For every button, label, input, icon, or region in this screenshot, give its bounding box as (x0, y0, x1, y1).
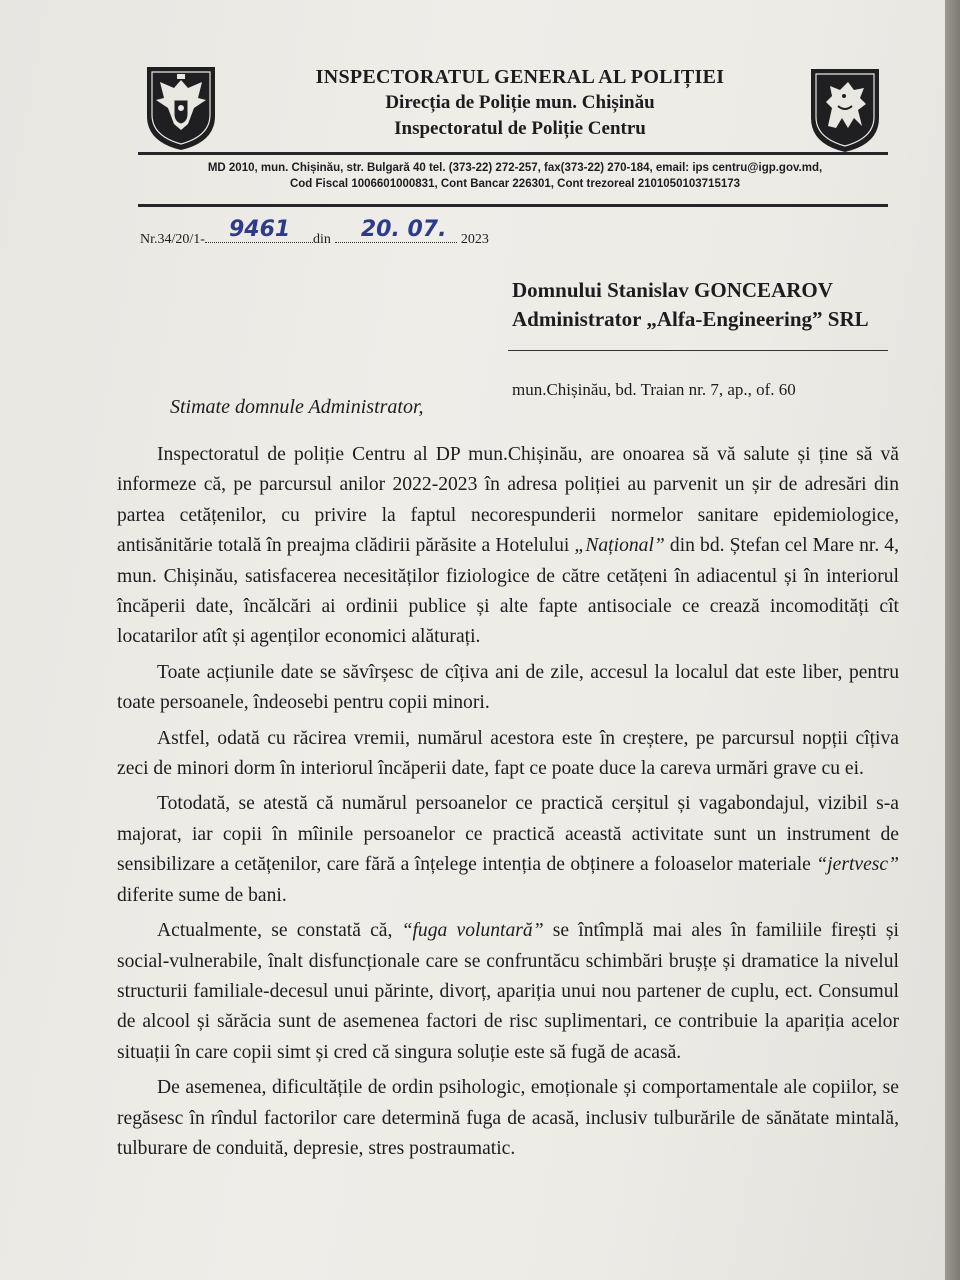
inspectorate-name: Inspectoratul de Poliție Centru (394, 118, 646, 139)
reference-line (140, 217, 489, 248)
fiscal-bank-line: Cod Fiscal 1006601000831, Cont Bancar 226301, Cont trezoreal 2101050103715173 (289, 178, 741, 190)
paragraph-3: Astfel, odată cu răcirea vremii, numărul acestora este în creștere, pe parcursul nopții cîțiva zeci de minori dorm în interiorul încăperii date, fapt ce poate duce la careva urmări grave cu ei. (117, 727, 899, 780)
paragraph-2: Toate acțiunile date se săvîrșesc de cîțiva ani de zile, accesul la localul dat este liber, pentru toate persoanele, îndeosebi pentru copii minori. (117, 661, 899, 714)
hotel-name: „Național” (574, 535, 665, 557)
quoted-term-fuga-voluntara: “fuga voluntară” (401, 920, 544, 942)
letterhead-divider-bottom (138, 204, 888, 207)
paragraph-5: Actualmente, se constată că, “fuga voluntară” se întîmplă mai ales în familiile firești și social-vulnerabile, înalt disfuncționale care se confruntăcu schimbări brușțe și dramatice la nivelul structurii familiale-decesul unui părinte, divorț, apariția unui nou partener de cuplu, ect. Consumul de alcool și sărăcia sunt de asemenea factori de risc suplimentari, ce contribuie la apariția acelor situații în care copii simt și cred că singura soluție este să fugă de acasă. (117, 920, 899, 1063)
police-lion-emblem-icon (808, 66, 882, 154)
contact-address-line: MD 2010, mun. Chișinău, str. Bulgară 40 tel. (373-22) 272-257, fax(373-22) 270-184, email: ips centru@igp.gov.md, (207, 162, 823, 174)
letterhead-divider-top (138, 152, 888, 155)
recipient-name: Domnului Stanislav GONCEAROV (512, 278, 833, 302)
paragraph-6: De asemenea, dificultățile de ordin psihologic, emoționale și comportamentale ale copiilor, se regăsesc în rîndul factorilor care determină fuga de acasă, inclusiv tulburările de sănătate mintală, tulburare de conduită, depresie, stres postraumatic. (117, 1077, 899, 1159)
institution-name: INSPECTORATUL GENERAL AL POLIȚIEI (315, 66, 725, 88)
quoted-term-jertvesc: “jertvesc” (816, 854, 899, 876)
recipient-title: Administrator „Alfa-Engineering” SRL (512, 307, 869, 331)
national-coat-of-arms-icon (144, 64, 218, 152)
recipient-address: mun.Chișinău, bd. Traian nr. 7, ap., of. 60 (512, 380, 796, 399)
reference-number-field (205, 217, 313, 243)
recipient-divider (508, 350, 888, 351)
reference-date-field (335, 217, 457, 243)
reference-from-label: din (312, 232, 331, 247)
directorate-name: Direcția de Poliție mun. Chișinău (385, 92, 655, 113)
reference-number-handwritten: 9461 (228, 217, 291, 242)
page-edge-shadow (945, 0, 960, 1280)
reference-prefix: Nr.34/20/1- (140, 232, 205, 247)
paragraph-1: Inspectoratul de poliție Centru al DP mun.Chișinău, are onoarea să vă salute și ține să vă informeze că, pe parcursul anilor 2022-2023 în adresa poliției au parvenit un șir de adresări din partea cetățenilor, cu privire la faptul necorespunderii normelor sanitare epidemiologice, antisănitărie totală în preajma clădirii părăsite a Hotelului „Național” din bd. Ștefan cel Mare nr. 4, mun. Chișinău, satisfacerea necesităților fiziologice de către cetățeni în adiacentul și în interiorul încăperii date, încălcări ai ordinii publice și alte fapte antisociale ce crează incomodități cît locatarilor atît și agenților economici alăturați. (117, 444, 900, 648)
paragraph-4: Totodată, se atestă că numărul persoanelor ce practică cerșitul și vagabondajul, vizibil s-a majorat, iar copii în mîinile persoanelor ce practică această activitate sunt un instrument de sensibilizare a cetățenilor, care fără a înțelege intenția de obținere a foloaselor materiale “jertvesc” diferite sume de bani. (117, 793, 899, 906)
reference-year: 2023 (460, 232, 489, 247)
reference-date-handwritten: 20. 07. (360, 217, 447, 242)
letter-body (117, 440, 899, 1169)
salutation: Stimate domnule Administrator, (170, 396, 424, 418)
